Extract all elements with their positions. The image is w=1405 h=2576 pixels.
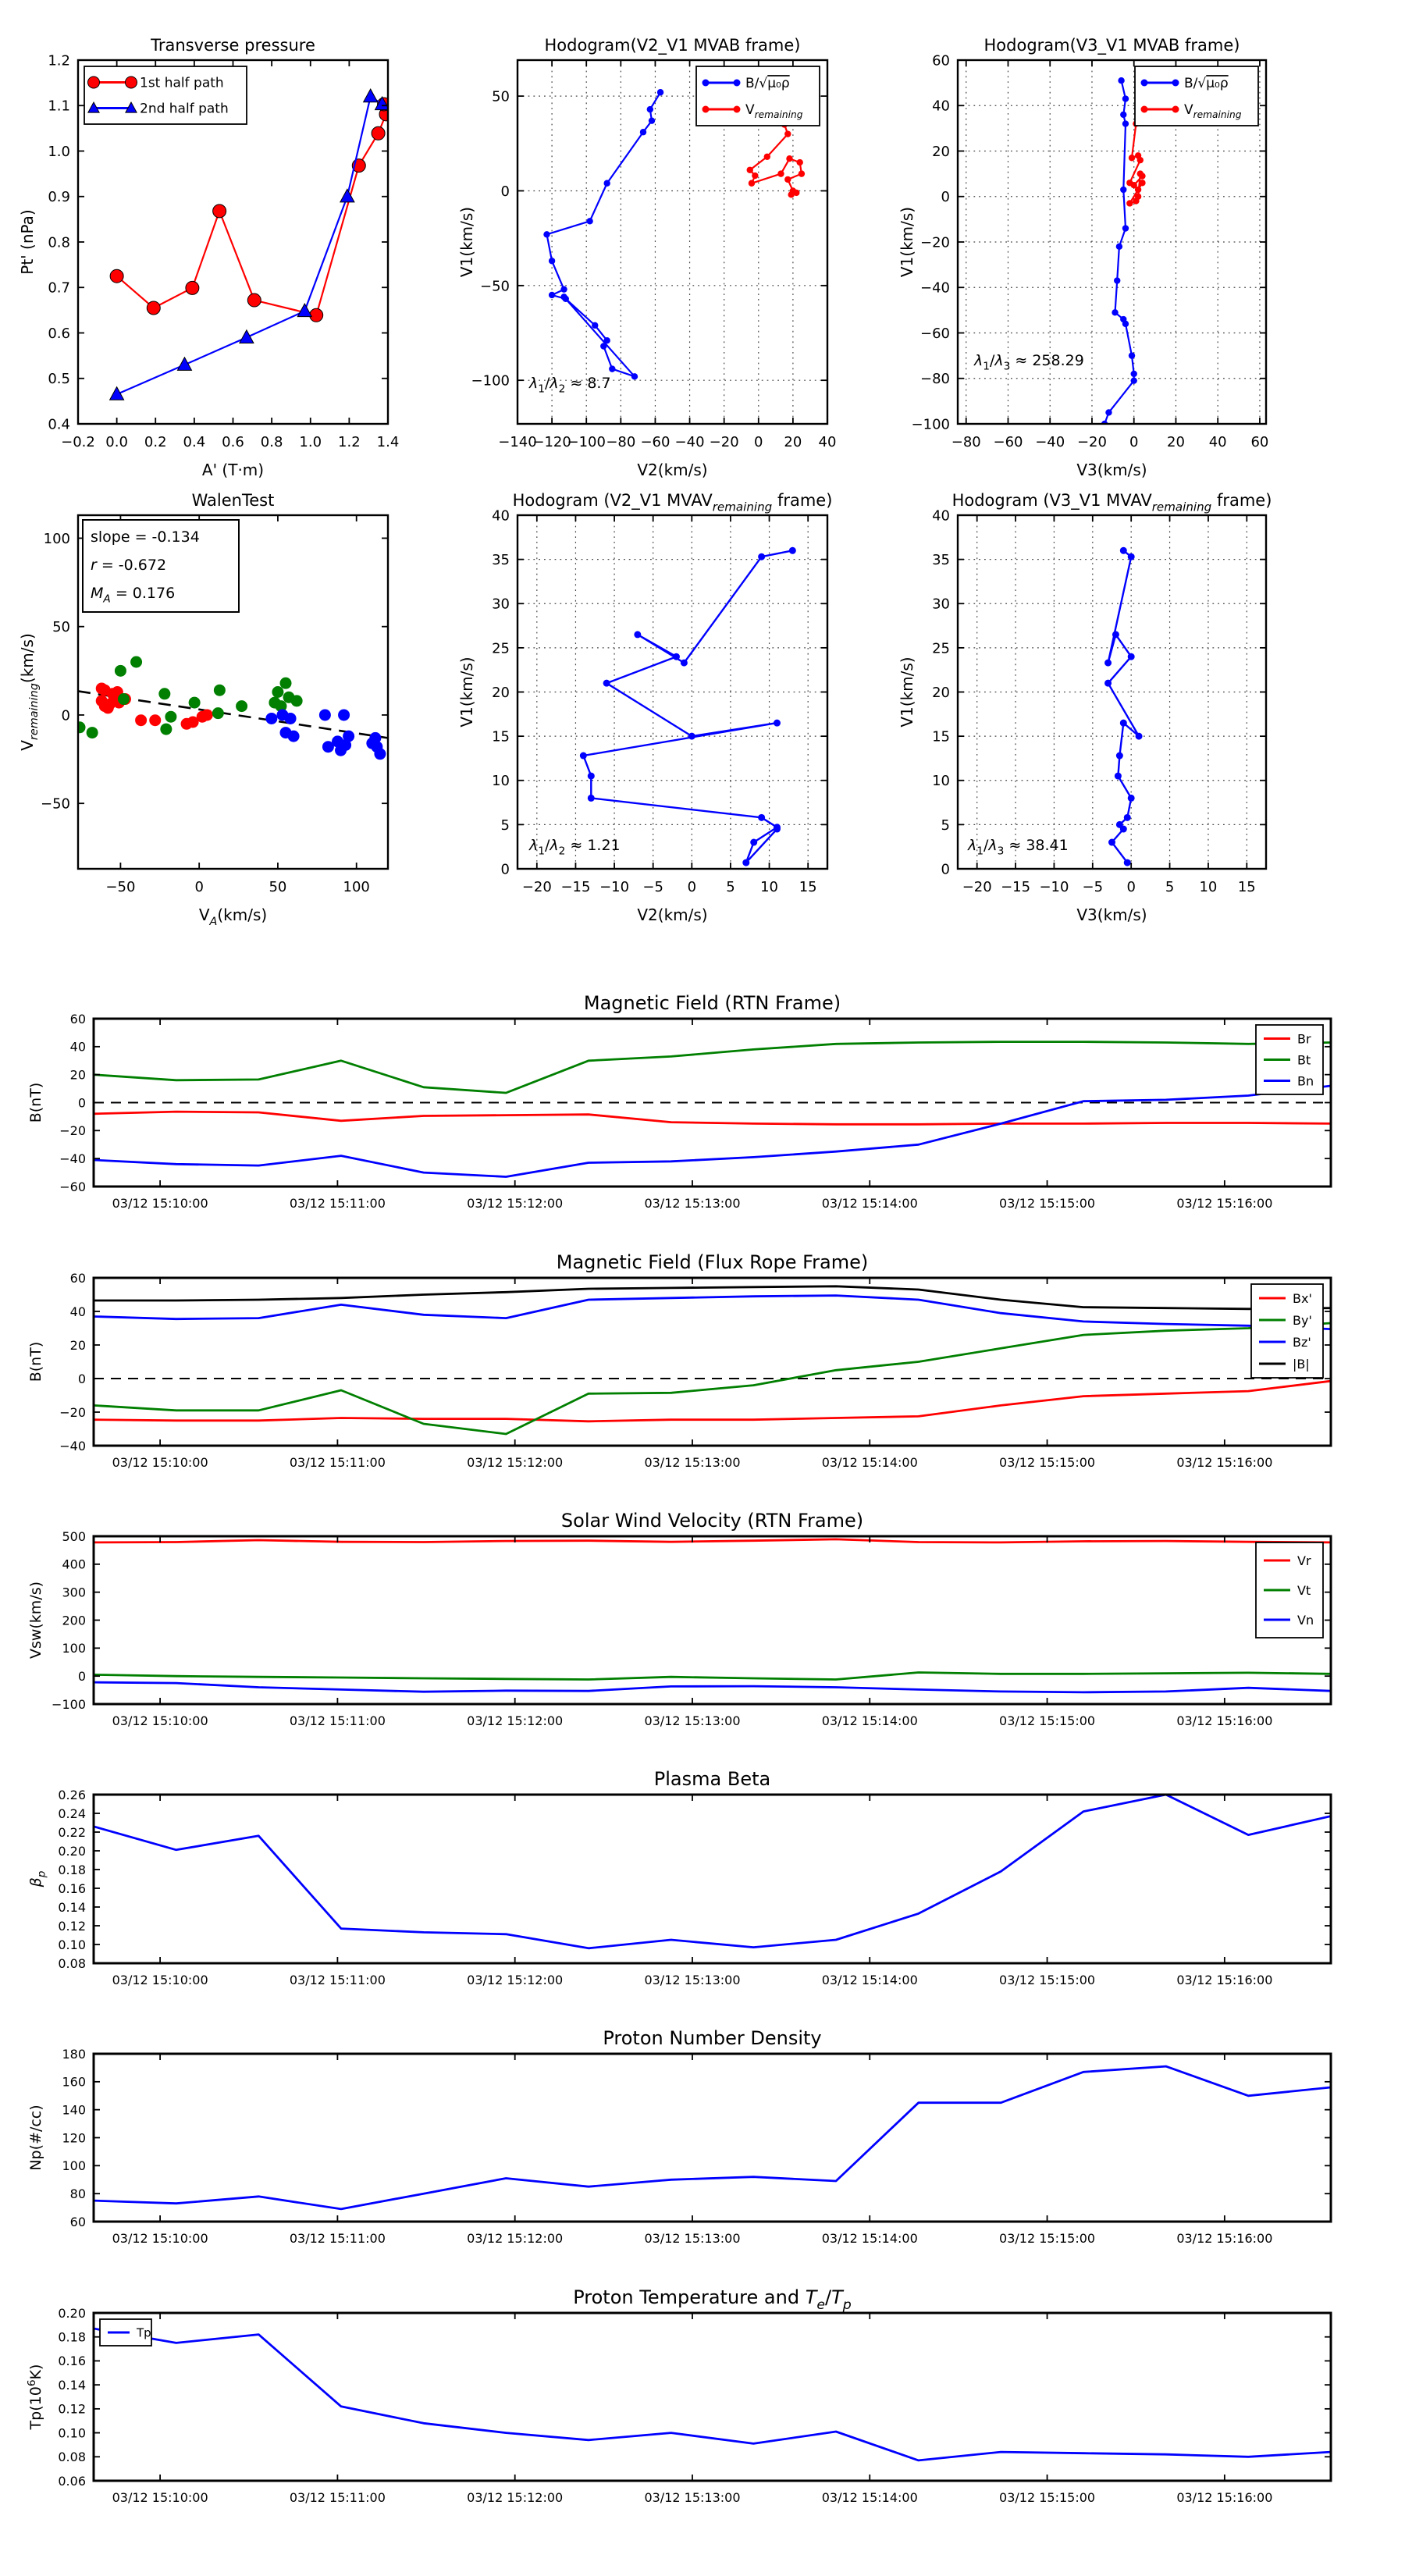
y-tick-label: 20 bbox=[492, 684, 510, 701]
y-tick-label: 30 bbox=[492, 596, 510, 613]
panel-hodogram-v3v1-mvav bbox=[898, 491, 1272, 924]
annotation: $\lambda_1/\lambda_3 \approx 258.29$ bbox=[974, 352, 1084, 373]
panel-title: Proton Number Density bbox=[603, 2027, 822, 2049]
x-tick-label: 5 bbox=[726, 879, 735, 895]
legend-label: Bn bbox=[1297, 1073, 1314, 1089]
stat-line: r = -0.672 bbox=[91, 557, 167, 574]
x-tick-label: 20 bbox=[1167, 434, 1185, 450]
y-axis-label: Np(#/cc) bbox=[27, 2105, 44, 2171]
x-tick-label: 03/12 15:14:00 bbox=[821, 1973, 918, 1987]
x-tick-label: 60 bbox=[1250, 434, 1269, 450]
series-Bn bbox=[94, 1086, 1331, 1177]
legend-label: Bx' bbox=[1293, 1290, 1312, 1306]
series-beta-p bbox=[94, 1795, 1331, 1948]
y-tick-label: 0.24 bbox=[58, 1806, 86, 1821]
x-axis-label: $V_A(km/s)$ bbox=[198, 906, 268, 928]
series-Bx-prime bbox=[94, 1381, 1331, 1421]
legend-label: B/√μ₀ρ bbox=[1184, 76, 1229, 92]
series-group bbox=[94, 2066, 1331, 2209]
x-tick-label: −80 bbox=[951, 434, 981, 450]
y-tick-label: 0 bbox=[500, 183, 510, 200]
grid bbox=[518, 515, 827, 869]
y-tick-label: 80 bbox=[69, 2186, 86, 2201]
x-tick-label: −20 bbox=[1076, 434, 1107, 450]
panel-walen-test bbox=[18, 491, 388, 928]
y-tick-label: 0.26 bbox=[58, 1787, 86, 1802]
y-tick-label: 10 bbox=[932, 773, 950, 790]
x-tick-label: −120 bbox=[532, 434, 571, 450]
x-tick-label: 03/12 15:12:00 bbox=[467, 2490, 564, 2505]
legend-label: 2nd half path bbox=[140, 101, 229, 117]
x-tick-label: 03/12 15:16:00 bbox=[1176, 1973, 1273, 1987]
y-axis-label: V1(km/s) bbox=[457, 656, 476, 728]
x-tick-label: 03/12 15:13:00 bbox=[644, 2231, 741, 2246]
x-tick-label: 0.4 bbox=[183, 434, 206, 450]
y-tick-label: −40 bbox=[59, 1151, 86, 1166]
y-tick-label: 60 bbox=[69, 2214, 86, 2229]
y-tick-label: 140 bbox=[62, 2102, 86, 2118]
series-first-half-path bbox=[117, 105, 386, 315]
y-axis-label: Vsw(km/s) bbox=[27, 1581, 44, 1660]
x-tick-label: 03/12 15:12:00 bbox=[467, 1455, 564, 1470]
y-tick-label: 0.10 bbox=[58, 1937, 86, 1952]
y-tick-label: 300 bbox=[62, 1585, 86, 1600]
y-tick-label: 0.18 bbox=[58, 2329, 86, 2345]
y-tick-label: 15 bbox=[932, 728, 950, 745]
x-tick-label: −80 bbox=[606, 434, 636, 450]
legend-label: $V_{remaining}$ bbox=[1184, 102, 1242, 121]
series-group bbox=[74, 656, 388, 760]
y-tick-label: 0 bbox=[61, 707, 70, 724]
y-axis-label: B(nT) bbox=[27, 1341, 44, 1382]
legend-label: Vt bbox=[1297, 1582, 1311, 1598]
ticks bbox=[94, 2313, 1331, 2481]
x-tick-label: −40 bbox=[674, 434, 705, 450]
x-tick-label: 1.2 bbox=[338, 434, 361, 450]
y-tick-label: 0.4 bbox=[48, 416, 70, 433]
y-tick-label: 20 bbox=[69, 1067, 86, 1083]
annotation: $\lambda_1/\lambda_3 \approx 38.41$ bbox=[968, 837, 1069, 858]
x-tick-label: 40 bbox=[1208, 434, 1227, 450]
y-tick-label: 20 bbox=[69, 1337, 86, 1353]
legend-label: Bz' bbox=[1293, 1334, 1311, 1350]
y-axis-label: $Tp(10^6K)$ bbox=[25, 2364, 44, 2430]
y-tick-label: −40 bbox=[59, 1438, 86, 1453]
series-group bbox=[94, 2329, 1331, 2460]
legend-label: $V_{remaining}$ bbox=[745, 102, 803, 121]
y-tick-label: 0.7 bbox=[48, 279, 70, 297]
x-tick-label: 50 bbox=[269, 879, 287, 895]
y-tick-label: 0.12 bbox=[58, 1918, 86, 1934]
y-tick-label: −50 bbox=[41, 795, 70, 813]
panel-hodogram-v2v1-mvab bbox=[457, 36, 836, 479]
x-tick-label: −100 bbox=[567, 434, 606, 450]
x-tick-label: −0.2 bbox=[61, 434, 95, 450]
x-tick-label: −60 bbox=[640, 434, 670, 450]
series-Vt bbox=[94, 1673, 1331, 1680]
x-tick-label: −5 bbox=[642, 879, 663, 895]
legend-label: Tp bbox=[137, 2325, 151, 2340]
series-group bbox=[110, 89, 393, 400]
series-Vn bbox=[94, 1682, 1331, 1692]
x-tick-label: 0.2 bbox=[144, 434, 167, 450]
panel-title: Magnetic Field (Flux Rope Frame) bbox=[556, 1251, 869, 1273]
y-tick-label: 1.0 bbox=[48, 143, 70, 160]
x-tick-label: 03/12 15:15:00 bbox=[999, 2490, 1096, 2505]
x-tick-label: 10 bbox=[1199, 879, 1218, 895]
x-tick-label: 03/12 15:11:00 bbox=[289, 1973, 386, 1987]
y-tick-label: 50 bbox=[492, 88, 510, 105]
legend-label: Vn bbox=[1297, 1612, 1314, 1628]
y-tick-label: 500 bbox=[62, 1528, 86, 1544]
x-tick-label: 10 bbox=[760, 879, 779, 895]
series-group bbox=[94, 1539, 1331, 1692]
series-v-remaining-path bbox=[750, 125, 802, 195]
legend-label: 1st half path bbox=[140, 75, 224, 91]
x-tick-label: 0 bbox=[1126, 879, 1136, 895]
y-tick-label: 0.8 bbox=[48, 234, 70, 251]
x-tick-label: 15 bbox=[799, 879, 817, 895]
x-tick-label: 03/12 15:16:00 bbox=[1176, 2231, 1273, 2246]
x-tick-label: −10 bbox=[599, 879, 630, 895]
x-tick-label: 03/12 15:15:00 bbox=[999, 2231, 1096, 2246]
y-tick-label: 0 bbox=[941, 861, 950, 878]
x-tick-label: 03/12 15:13:00 bbox=[644, 2490, 741, 2505]
x-axis-label: A' (T·m) bbox=[201, 461, 265, 479]
x-tick-label: −60 bbox=[993, 434, 1023, 450]
x-tick-label: −50 bbox=[105, 879, 136, 895]
x-tick-label: 03/12 15:14:00 bbox=[821, 1455, 918, 1470]
y-tick-label: 40 bbox=[492, 507, 510, 525]
x-tick-label: 03/12 15:16:00 bbox=[1176, 2490, 1273, 2505]
stats-box bbox=[83, 520, 239, 612]
panel-transverse-pressure bbox=[18, 36, 399, 479]
y-tick-label: 20 bbox=[932, 684, 950, 701]
series-group bbox=[1104, 547, 1143, 866]
series-group bbox=[580, 547, 796, 866]
y-axis-label: V1(km/s) bbox=[457, 206, 476, 278]
series-Tp bbox=[94, 2329, 1331, 2460]
series-group bbox=[94, 1286, 1331, 1434]
panel-hodogram-v2v1-mvav bbox=[457, 491, 832, 924]
panel-proton-density bbox=[27, 2027, 1331, 2246]
y-axis-label: $V_{remaining}(km/s)$ bbox=[18, 633, 41, 751]
x-tick-label: −5 bbox=[1082, 879, 1104, 895]
y-tick-label: −100 bbox=[911, 416, 950, 433]
x-tick-label: 03/12 15:12:00 bbox=[467, 1973, 564, 1987]
x-tick-label: 0.6 bbox=[222, 434, 244, 450]
series-alfven-velocity-path bbox=[1104, 80, 1134, 424]
x-tick-label: 03/12 15:14:00 bbox=[821, 1196, 918, 1211]
y-tick-label: −20 bbox=[59, 1123, 86, 1139]
y-tick-label: 100 bbox=[62, 2158, 86, 2174]
y-tick-label: 30 bbox=[932, 596, 950, 613]
x-tick-label: 0 bbox=[687, 879, 697, 895]
y-tick-label: 60 bbox=[932, 52, 950, 69]
y-tick-label: 35 bbox=[932, 552, 950, 569]
x-tick-label: 20 bbox=[784, 434, 802, 450]
x-tick-label: 0 bbox=[1129, 434, 1139, 450]
annotation: $\lambda_1/\lambda_2 \approx 8.7$ bbox=[529, 375, 611, 396]
x-tick-label: 0 bbox=[194, 879, 204, 895]
x-tick-label: −15 bbox=[560, 879, 591, 895]
y-tick-label: 0.5 bbox=[48, 371, 70, 388]
panel-title: Hodogram (V3_V1 $MVAV_{remaining}$ frame) bbox=[951, 491, 1272, 514]
legend bbox=[1256, 1542, 1323, 1638]
y-tick-label: 0.14 bbox=[58, 1899, 86, 1915]
x-tick-label: 03/12 15:10:00 bbox=[112, 1713, 208, 1728]
y-tick-label: 0 bbox=[77, 1668, 86, 1684]
x-axis-label: V2(km/s) bbox=[637, 906, 708, 924]
y-tick-label: 40 bbox=[932, 507, 950, 525]
y-tick-label: 400 bbox=[62, 1557, 86, 1572]
y-tick-label: 120 bbox=[62, 2130, 86, 2146]
panel-title: Hodogram(V2_V1 MVAB frame) bbox=[544, 36, 801, 55]
y-tick-label: 60 bbox=[69, 1011, 86, 1026]
panel-title: Hodogram(V3_V1 MVAB frame) bbox=[984, 36, 1240, 55]
x-tick-label: 03/12 15:12:00 bbox=[467, 2231, 564, 2246]
y-tick-label: −20 bbox=[920, 234, 950, 251]
x-tick-label: 03/12 15:11:00 bbox=[289, 2231, 386, 2246]
y-tick-label: −80 bbox=[920, 371, 950, 388]
x-tick-label: 1.4 bbox=[376, 434, 400, 450]
y-tick-label: 0.18 bbox=[58, 1862, 86, 1877]
y-tick-label: 50 bbox=[52, 619, 70, 636]
x-tick-label: 03/12 15:12:00 bbox=[467, 1196, 564, 1211]
y-axis-label: $\beta_p$ bbox=[27, 1870, 48, 1888]
x-tick-label: 0.8 bbox=[260, 434, 283, 450]
panel-title: Hodogram (V2_V1 $MVAV_{remaining}$ frame) bbox=[512, 491, 833, 514]
series-group bbox=[1101, 77, 1146, 427]
x-tick-label: 03/12 15:16:00 bbox=[1176, 1196, 1273, 1211]
series-Bz-prime bbox=[94, 1296, 1331, 1329]
x-tick-label: 1.0 bbox=[299, 434, 322, 450]
series-second-half-path bbox=[117, 97, 382, 395]
legend-label: Bt bbox=[1297, 1052, 1311, 1068]
y-tick-label: 0.16 bbox=[58, 2354, 86, 2369]
panel-title: WalenTest bbox=[191, 491, 275, 510]
legend bbox=[84, 66, 247, 124]
y-tick-label: 1.2 bbox=[48, 52, 70, 69]
y-tick-label: 20 bbox=[932, 143, 950, 160]
y-tick-label: 0.12 bbox=[58, 2401, 86, 2417]
panel-title: Solar Wind Velocity (RTN Frame) bbox=[560, 1510, 864, 1532]
grid bbox=[958, 515, 1266, 869]
y-tick-label: 200 bbox=[62, 1613, 86, 1628]
y-axis-label: Pt' (nPa) bbox=[18, 209, 37, 275]
y-tick-label: 100 bbox=[62, 1641, 86, 1656]
legend-label: By' bbox=[1293, 1312, 1312, 1328]
y-tick-label: 35 bbox=[492, 552, 510, 569]
x-tick-label: 03/12 15:12:00 bbox=[467, 1713, 564, 1728]
y-tick-label: 15 bbox=[492, 728, 510, 745]
x-tick-label: 0.0 bbox=[105, 434, 128, 450]
series-Bt bbox=[94, 1042, 1331, 1093]
y-tick-label: −60 bbox=[920, 325, 950, 342]
y-tick-label: 0.16 bbox=[58, 1880, 86, 1896]
ticks bbox=[94, 1536, 1331, 1704]
y-tick-label: −100 bbox=[52, 1696, 86, 1712]
y-tick-label: 0.6 bbox=[48, 325, 70, 342]
y-tick-label: 10 bbox=[492, 773, 510, 790]
y-axis-label: V1(km/s) bbox=[898, 206, 916, 278]
y-tick-label: 0.14 bbox=[58, 2377, 86, 2393]
x-tick-label: −15 bbox=[1001, 879, 1031, 895]
x-tick-label: 15 bbox=[1237, 879, 1256, 895]
y-tick-label: −100 bbox=[471, 372, 510, 390]
series-v-remaining-path bbox=[1108, 550, 1140, 863]
x-tick-label: 03/12 15:10:00 bbox=[112, 2231, 208, 2246]
annotation: $\lambda_1/\lambda_2 \approx 1.21$ bbox=[529, 837, 621, 858]
x-tick-label: −20 bbox=[709, 434, 739, 450]
x-tick-label: 03/12 15:14:00 bbox=[821, 2231, 918, 2246]
x-tick-label: 0 bbox=[754, 434, 763, 450]
x-tick-label: 03/12 15:11:00 bbox=[289, 1196, 386, 1211]
y-tick-label: 100 bbox=[43, 530, 70, 547]
y-tick-label: 160 bbox=[62, 2074, 86, 2090]
panel-b-flux-rope bbox=[27, 1251, 1331, 1470]
stat-line: $M_A = 0.176$ bbox=[91, 585, 176, 606]
y-tick-label: 0.20 bbox=[58, 1843, 86, 1859]
x-tick-label: −20 bbox=[962, 879, 992, 895]
x-tick-label: 03/12 15:14:00 bbox=[821, 2490, 918, 2505]
x-tick-label: 03/12 15:10:00 bbox=[112, 2490, 208, 2505]
y-tick-label: 0.20 bbox=[58, 2305, 86, 2321]
legend bbox=[696, 66, 820, 126]
series-Br bbox=[94, 1112, 1331, 1124]
panel-b-rtn bbox=[27, 992, 1331, 1211]
x-axis-label: V3(km/s) bbox=[1076, 461, 1147, 479]
panel-vsw-rtn bbox=[27, 1510, 1331, 1728]
axes-frame bbox=[94, 2054, 1331, 2222]
axes-frame bbox=[94, 1795, 1331, 1963]
x-tick-label: 03/12 15:11:00 bbox=[289, 1713, 386, 1728]
y-tick-label: 40 bbox=[69, 1039, 86, 1055]
x-tick-label: −140 bbox=[498, 434, 537, 450]
y-tick-label: 1.1 bbox=[48, 98, 70, 115]
x-tick-label: 03/12 15:16:00 bbox=[1176, 1455, 1273, 1470]
y-tick-label: 0 bbox=[941, 189, 950, 206]
y-tick-label: 60 bbox=[69, 1270, 86, 1286]
x-tick-label: 5 bbox=[1165, 879, 1175, 895]
y-tick-label: 0 bbox=[500, 861, 510, 878]
y-tick-label: 0.9 bbox=[48, 189, 70, 206]
series-group bbox=[543, 89, 805, 379]
panel-title: Plasma Beta bbox=[653, 1768, 771, 1790]
panel-plasma-beta bbox=[27, 1768, 1331, 1987]
stat-line: slope = -0.134 bbox=[91, 528, 200, 546]
x-tick-label: −40 bbox=[1035, 434, 1065, 450]
x-tick-label: 03/12 15:14:00 bbox=[821, 1713, 918, 1728]
panel-title: Transverse pressure bbox=[151, 36, 315, 55]
x-axis-label: V3(km/s) bbox=[1076, 906, 1147, 924]
y-tick-label: −20 bbox=[59, 1404, 86, 1420]
legend bbox=[100, 2319, 151, 2346]
panel-proton-temperature bbox=[26, 2286, 1331, 2505]
x-tick-label: 40 bbox=[818, 434, 837, 450]
x-tick-label: 03/12 15:11:00 bbox=[289, 2490, 386, 2505]
y-tick-label: 5 bbox=[941, 817, 950, 834]
x-tick-label: 100 bbox=[343, 879, 370, 895]
y-tick-label: 0 bbox=[77, 1095, 86, 1111]
x-tick-label: 03/12 15:16:00 bbox=[1176, 1713, 1273, 1728]
x-tick-label: 03/12 15:10:00 bbox=[112, 1973, 208, 1987]
y-tick-label: 25 bbox=[492, 640, 510, 657]
panel-title: Proton Temperature and $T_e/T_p$ bbox=[573, 2286, 852, 2314]
y-tick-label: 0.22 bbox=[58, 1824, 86, 1840]
y-tick-label: 0.10 bbox=[58, 2425, 86, 2441]
y-tick-label: 5 bbox=[500, 817, 510, 834]
x-tick-label: 03/12 15:11:00 bbox=[289, 1455, 386, 1470]
x-tick-label: 03/12 15:13:00 bbox=[644, 1196, 741, 1211]
x-tick-label: −10 bbox=[1039, 879, 1069, 895]
x-axis-label: V2(km/s) bbox=[637, 461, 708, 479]
y-tick-label: −50 bbox=[480, 278, 510, 295]
y-tick-label: 0.06 bbox=[58, 2473, 86, 2489]
y-tick-label: 40 bbox=[69, 1304, 86, 1319]
x-tick-label: 03/12 15:10:00 bbox=[112, 1196, 208, 1211]
legend-label: Vr bbox=[1297, 1553, 1311, 1568]
legend-label: B/√μ₀ρ bbox=[745, 76, 790, 92]
legend-label: |B| bbox=[1293, 1356, 1310, 1372]
x-tick-label: −20 bbox=[521, 879, 552, 895]
x-tick-label: 03/12 15:15:00 bbox=[999, 1973, 1096, 1987]
x-tick-label: 03/12 15:13:00 bbox=[644, 1713, 741, 1728]
axes-frame bbox=[94, 1536, 1331, 1704]
panel-hodogram-v3v1-mvab bbox=[898, 36, 1268, 479]
series-group bbox=[94, 1042, 1331, 1177]
x-tick-label: 03/12 15:15:00 bbox=[999, 1196, 1096, 1211]
y-tick-label: 0.08 bbox=[58, 1955, 86, 1971]
y-tick-label: 0.08 bbox=[58, 2450, 86, 2465]
x-tick-label: 03/12 15:10:00 bbox=[112, 1455, 208, 1470]
y-axis-label: V1(km/s) bbox=[898, 656, 916, 728]
x-tick-label: 03/12 15:13:00 bbox=[644, 1973, 741, 1987]
ticks bbox=[94, 1795, 1331, 1963]
y-tick-label: 180 bbox=[62, 2046, 86, 2062]
x-tick-label: 03/12 15:13:00 bbox=[644, 1455, 741, 1470]
axes-frame bbox=[94, 2313, 1331, 2481]
y-tick-label: −60 bbox=[59, 1179, 86, 1194]
y-tick-label: −40 bbox=[920, 279, 950, 297]
series-Vr bbox=[94, 1539, 1331, 1542]
ticks bbox=[94, 2054, 1331, 2222]
series-Np bbox=[94, 2066, 1331, 2209]
y-tick-label: 25 bbox=[932, 640, 950, 657]
x-tick-label: 03/12 15:15:00 bbox=[999, 1713, 1096, 1728]
y-axis-label: B(nT) bbox=[27, 1082, 44, 1123]
series-group bbox=[94, 1795, 1331, 1948]
y-tick-label: 0 bbox=[77, 1371, 86, 1386]
legend-label: Br bbox=[1297, 1031, 1311, 1047]
legend bbox=[1251, 1284, 1323, 1378]
panel-title: Magnetic Field (RTN Frame) bbox=[583, 992, 841, 1014]
legend bbox=[1135, 66, 1258, 126]
y-tick-label: 40 bbox=[932, 98, 950, 115]
legend bbox=[1256, 1025, 1323, 1094]
x-tick-label: 03/12 15:15:00 bbox=[999, 1455, 1096, 1470]
